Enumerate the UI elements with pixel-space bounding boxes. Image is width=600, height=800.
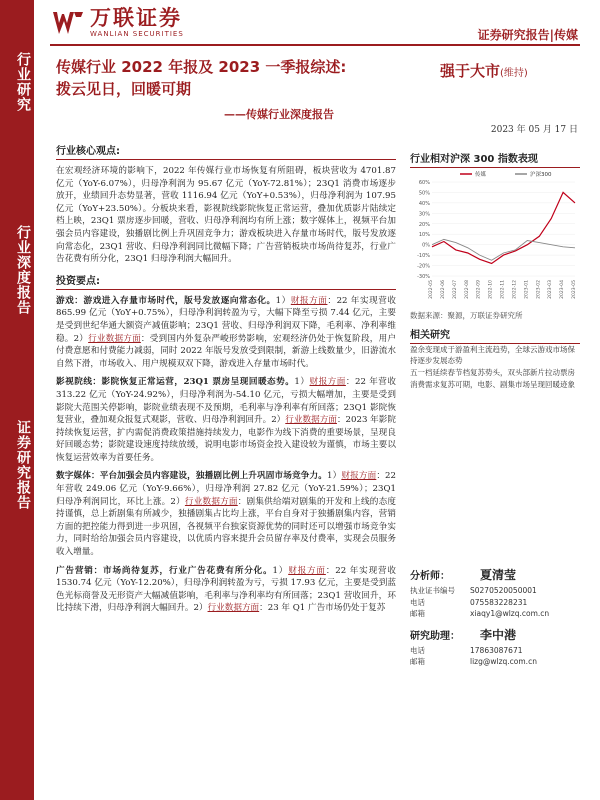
item-link[interactable]: 财报方面 bbox=[341, 471, 377, 482]
title-line-2: 拨云见日，回暖可期 bbox=[56, 80, 192, 98]
legend-label: 传媒 bbox=[475, 172, 487, 178]
rating bbox=[440, 60, 528, 81]
report-subtitle: ——传媒行业深度报告 bbox=[224, 108, 334, 121]
analyst-email: 邮箱 xiaqy1@wlzq.com.cn bbox=[410, 609, 550, 618]
related-heading: 相关研究 bbox=[410, 326, 580, 344]
y-tick-label: 40% bbox=[418, 200, 430, 207]
related-item[interactable]: 五一档延续春节档复苏势头，双头部新片拉动票房 bbox=[410, 368, 575, 377]
analyst-role: 分析师： bbox=[410, 571, 450, 582]
relative-performance-chart bbox=[410, 168, 580, 313]
x-tick-label: 2023-05 bbox=[572, 280, 577, 299]
related-item[interactable]: 盈余变现成于游盈利主流趋势，全球云游戏市场保持逐步发展态势 bbox=[410, 345, 575, 365]
item-link[interactable]: 财报方面 bbox=[288, 565, 326, 576]
analyst-cert: 执业证书编号 S0270520050001 bbox=[410, 586, 537, 595]
x-tick-label: 2023-02 bbox=[536, 280, 542, 299]
sidebar-label-deep-report: 行业深度报告 bbox=[15, 225, 31, 315]
x-tick-label: 2023-04 bbox=[560, 280, 566, 299]
analyst-block bbox=[410, 566, 580, 668]
analyst-name: 夏清莹 bbox=[480, 568, 517, 582]
item-lead: 游戏：游戏进入存量市场时代，版号发放逐向常态化。 bbox=[56, 295, 276, 306]
series-line-hs300 bbox=[432, 239, 575, 260]
item-link[interactable]: 行业数据方面 bbox=[207, 603, 260, 614]
investment-heading: 投资要点: bbox=[56, 272, 396, 290]
analyst-phone: 电话 075583228231 bbox=[410, 597, 528, 607]
core-view-text: 在宏观经济环境的影响下，2022 年传媒行业市场恢复有所阻碍，板块营收为 4701.87 亿元（YoY-6.07%），归母净利润为 95.67 亿元（YoY-72.81%）；23Q1 消费市场逐步放开，业绩回升态势显著，营收 1116.94 亿元（YoY+0.53%），归母净利润为 107.95 亿元（YoY+23.50%）。分板块来看，影视院线影院恢复正常运营，叠加优质影片陆续定档上映，23Q1 票房逐步回暖，营收、归母净利润均有所上涨；数字媒体上，视频平台加强会员内容建设，独播剧比例上升巩固竞争力；游戏板块进入存量市场时代，版号发放逐向常态化，23Q1 营收、归母净利润同比微幅下降；广告营销板块市场尚待复苏，行业广告花费有所分化，23Q1 归母净利润大幅回升。 bbox=[56, 166, 396, 265]
item-link[interactable]: 行业数据方面 bbox=[285, 415, 337, 426]
core-view-heading: 行业核心观点: bbox=[56, 142, 396, 160]
x-tick-label: 2023-01 bbox=[524, 280, 530, 299]
report-title bbox=[56, 56, 416, 100]
x-tick-label: 2022-07 bbox=[452, 280, 458, 299]
item-link[interactable]: 行业数据方面 bbox=[88, 333, 141, 344]
y-tick-label: 30% bbox=[418, 211, 430, 218]
rating-sub: (维持) bbox=[500, 68, 528, 79]
y-tick-label: -30% bbox=[417, 274, 430, 280]
y-tick-label: -10% bbox=[417, 253, 430, 260]
brand-logo bbox=[52, 6, 184, 39]
brand-name-en: WANLIAN SECURITIES bbox=[90, 30, 184, 38]
assistant-role: 研究助理： bbox=[410, 630, 460, 642]
main-column bbox=[56, 142, 396, 615]
report-date: 2023 年 05 月 17 日 bbox=[490, 125, 578, 135]
chart-svg bbox=[410, 168, 580, 313]
item-lead: 数字媒体：平台加强会员内容建设，独播剧比例上升巩固市场竞争力。 bbox=[56, 471, 327, 482]
sidebar bbox=[0, 0, 34, 800]
item-lead: 影视院线：影院恢复正常运营，23Q1 票房呈现回暖态势。 bbox=[56, 377, 295, 388]
x-tick-label: 2022-08 bbox=[464, 280, 470, 299]
brand-name: 万联证券 bbox=[90, 6, 182, 30]
sidebar-label-securities-report: 证券研究报告 bbox=[15, 420, 31, 510]
x-tick-label: 2022-06 bbox=[440, 280, 446, 299]
logo-mark-icon bbox=[52, 9, 84, 37]
x-tick-label: 2022-05 bbox=[429, 280, 434, 299]
y-tick-label: 0% bbox=[422, 242, 430, 249]
x-tick-label: 2022-12 bbox=[512, 280, 518, 299]
x-tick-label: 2022-09 bbox=[476, 280, 482, 299]
title-line-1: 传媒行业 2022 年报及 2023 一季报综述: bbox=[56, 58, 347, 76]
x-tick-label: 2022-10 bbox=[488, 280, 494, 299]
x-tick-label: 2022-11 bbox=[500, 280, 506, 299]
y-tick-label: 10% bbox=[418, 232, 430, 239]
chart-source: 数据来源：聚源，万联证券研究所 bbox=[410, 311, 523, 320]
item-link[interactable]: 行业数据方面 bbox=[184, 496, 238, 507]
y-tick-label: 60% bbox=[418, 180, 430, 186]
item-link[interactable]: 财报方面 bbox=[290, 295, 328, 306]
header-divider bbox=[50, 44, 580, 46]
investment-item-advertising: 广告营销：市场尚待复苏，行业广告花费有所分化。1）财报方面：22 年实现营收 1530.74 亿元（YoY-12.20%），归母净利润转盈为亏，亏损 17.93 亿元，主要是受到蓝色光标商誉及无形资产大幅减值影响，毛利率与净利率均有所回落；23Q1 营收回升，环比持续下滑，归母净利润大幅回升。2）行业数据方面：23 年 Q1 广告市场仍处于复苏 bbox=[56, 565, 396, 614]
y-tick-label: 20% bbox=[418, 221, 430, 228]
assistant-email: 邮箱 lizg@wlzq.com.cn bbox=[410, 657, 537, 666]
item-link[interactable]: 财报方面 bbox=[309, 377, 346, 388]
investment-item-film: 影视院线：影院恢复正常运营，23Q1 票房呈现回暖态势。1）财报方面：22 年营收 313.22 亿元（YoY-24.92%），归母净利润为-54.10 亿元，亏损大幅增加，主要是受到影院大范围关停影响，影院业绩表现不及预期，毛利率与净利率有所回落；23Q1 影院恢复营业，叠加观众报复式观影，营收、归母净利润回升。2）行业数据方面：2023 年影院持续恢复运营，扩内需促消费政策措施持续发力，电影作为线下消费的重要场景，呈现良好回暖态势；影院建设速度持续放缓，说明电影市场资金投入建设较为谨慎，市场主要以恢复运营效率为首要任务。 bbox=[56, 377, 396, 463]
assistant-name: 李中港 bbox=[480, 627, 517, 642]
related-list bbox=[410, 344, 580, 391]
investment-item-game: 游戏：游戏进入存量市场时代，版号发放逐向常态化。1）财报方面：22 年实现营收 865.99 亿元（YoY+0.75%），归母净利润转盈为亏，大幅下降至亏损 7.44 亿元，主要是受到世纪华通大额资产减值影响；23Q1 营收、归母净利润双下降，毛利率、净利率维稳。2）行业数据方面：受到国内外复杂严峻形势影响，宏观经济仍处于恢复阶段，用户付费意愿和付费能力减弱，同时 2022 年版号发放受到限制，新游上线数量少，旧游流水自然下滑，市场收入、用户规模双双下降，游戏进入存量市场时代。 bbox=[56, 295, 396, 369]
x-tick-label: 2023-03 bbox=[548, 280, 554, 299]
chart-title: 行业相对沪深 300 指数表现 bbox=[410, 150, 580, 168]
item-lead: 广告营销：市场尚待复苏，行业广告花费有所分化。 bbox=[56, 565, 273, 576]
rating-main: 强于大市 bbox=[440, 62, 501, 80]
assistant-phone: 电话 17863087671 bbox=[410, 645, 523, 655]
report-type: 证券研究报告|传媒 bbox=[477, 28, 578, 42]
y-tick-label: 50% bbox=[418, 190, 430, 197]
y-tick-label: -20% bbox=[417, 263, 430, 270]
sidebar-label-industry-research: 行业研究 bbox=[15, 52, 31, 112]
related-item[interactable]: 消费需求复苏可期，电影、剧集市场呈现回暖迹象 bbox=[410, 380, 575, 389]
legend-label: 沪深300 bbox=[530, 172, 552, 178]
investment-item-digital-media: 数字媒体：平台加强会员内容建设，独播剧比例上升巩固市场竞争力。1）财报方面：22 年营收 249.06 亿元（YoY-9.66%），归母净利润 27.82 亿元（YoY-21.59%）；23Q1 归母净利润同比，环比上涨。2）行业数据方面：剧集供给端对剧集的开发和上线的态度持谨慎，总上新剧集有所减少，独播剧集占比均上涨，平台自身对于独播剧集内容，营销方面的把控能力得到进一步巩固，各视频平台独家资源优势的同时还可以增强市场竞争实力，同时给给加强会员内容建设，以优质内容来提升会员留存率及付费率，实现会员服务收入增量。 bbox=[56, 471, 396, 558]
